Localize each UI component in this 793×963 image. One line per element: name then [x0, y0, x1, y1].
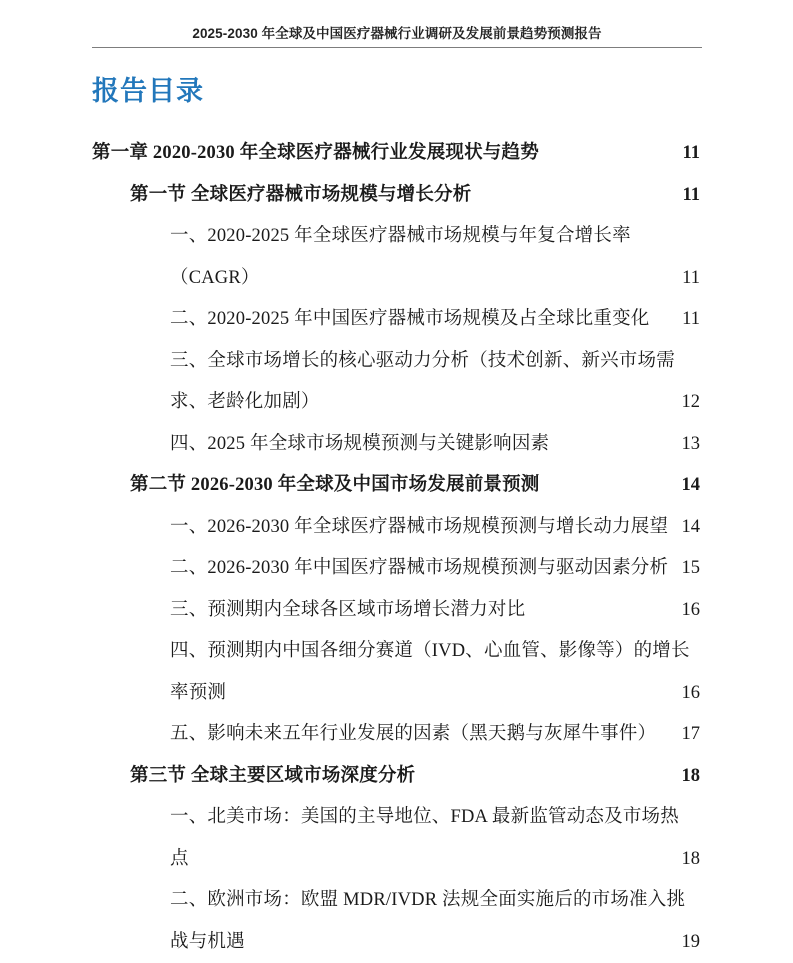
toc-entry-label: 率预测	[170, 682, 227, 703]
toc-dot-leader	[669, 521, 675, 539]
toc-entry-page-number: 16	[681, 599, 700, 620]
toc-entry[interactable]	[0, 590, 793, 632]
toc-entry-page-number: 12	[681, 392, 700, 412]
toc-entry-page-number: 14	[681, 516, 700, 537]
toc-entry[interactable]	[0, 382, 793, 424]
toc-entry-label: （CAGR）	[170, 267, 260, 288]
toc-entry-line	[0, 714, 793, 756]
toc-entry-line	[0, 507, 793, 549]
toc-entry-line	[0, 216, 793, 258]
toc-entry[interactable]	[0, 258, 793, 300]
toc-entry-label: 一、2020-2025 年全球医疗器械市场规模与年复合增长率	[170, 226, 631, 246]
toc-entry-label: 一、北美市场：美国的主导地位、FDA 最新监管动态及市场热	[170, 807, 679, 827]
header-divider	[92, 47, 702, 48]
toc-entry-page-number: 11	[682, 143, 700, 163]
toc-entry-label: 三、预测期内全球各区域市场增长潜力对比	[170, 599, 526, 620]
toc-entry-line	[0, 673, 793, 715]
toc-entry-page-number: 11	[682, 184, 700, 205]
toc-entry-page-number: 11	[682, 309, 700, 329]
toc-entry[interactable]	[0, 216, 793, 258]
toc-entry-label: 点	[170, 848, 189, 869]
toc-entry-page-number: 18	[681, 765, 700, 786]
toc-dot-leader	[540, 148, 675, 166]
toc-dot-leader	[669, 563, 675, 581]
toc-entry-page-number: 16	[681, 682, 700, 703]
running-header-title: 2025-2030 年全球及中国医疗器械行业调研及发展前景趋势预测报告	[192, 26, 602, 41]
toc-entry[interactable]	[0, 839, 793, 881]
toc-entry[interactable]	[0, 756, 793, 798]
toc-entry-line	[0, 797, 793, 839]
toc-entry-label: 四、预测期内中国各细分赛道（IVD、心血管、影像等）的增长	[170, 641, 690, 661]
toc-entry-label: 第二节 2026-2030 年全球及中国市场发展前景预测	[130, 475, 540, 495]
page-title: 报告目录	[92, 76, 204, 107]
toc-entry[interactable]	[0, 631, 793, 673]
toc-entry-label: 二、2020-2025 年中国医疗器械市场规模及占全球比重变化	[170, 309, 650, 329]
toc-entry-line	[0, 590, 793, 632]
toc-entry[interactable]	[0, 133, 793, 175]
toc-entry-page-number: 13	[681, 433, 700, 454]
toc-entry-label: 一、2026-2030 年全球医疗器械市场规模预测与增长动力展望	[170, 516, 669, 537]
toc-entry[interactable]	[0, 673, 793, 715]
toc-entry[interactable]	[0, 341, 793, 383]
toc-entry-line	[0, 341, 793, 383]
toc-entry-label: 求、老龄化加剧）	[170, 392, 320, 412]
toc-entry-page-number: 14	[681, 475, 700, 495]
toc-entry[interactable]	[0, 507, 793, 549]
toc-dot-leader	[526, 604, 675, 622]
toc-entry[interactable]	[0, 880, 793, 922]
toc-entry-page-number: 11	[682, 267, 700, 288]
toc-entry-line	[0, 299, 793, 341]
toc-entry-page-number: 19	[681, 931, 700, 952]
toc-entry-line	[0, 548, 793, 590]
toc-entry-label: 五、影响未来五年行业发展的因素（黑天鹅与灰犀牛事件）	[170, 724, 657, 744]
toc-entry[interactable]	[0, 714, 793, 756]
toc-entry[interactable]	[0, 548, 793, 590]
toc-entry-line	[0, 922, 793, 963]
toc-entry[interactable]	[0, 465, 793, 507]
toc-dot-leader	[541, 480, 675, 498]
toc-dot-leader	[246, 936, 675, 954]
toc-dot-leader	[472, 189, 675, 207]
toc-dot-leader	[190, 853, 675, 871]
toc-dot-leader	[657, 729, 675, 747]
toc-entry-line	[0, 424, 793, 466]
toc-entry-line	[0, 133, 793, 175]
toc-entry-line	[0, 631, 793, 673]
toc-entry-label: 四、2025 年全球市场规模预测与关键影响因素	[170, 433, 550, 454]
toc-entry[interactable]	[0, 797, 793, 839]
toc-entry-line	[0, 465, 793, 507]
toc-entry-label: 第三节 全球主要区域市场深度分析	[130, 765, 416, 786]
toc-entry-label: 第一节 全球医疗器械市场规模与增长分析	[130, 184, 472, 205]
toc-entry-line	[0, 258, 793, 300]
toc-entry-line	[0, 880, 793, 922]
toc-dot-leader	[651, 314, 676, 332]
toc-entry-label: 二、欧洲市场：欧盟 MDR/IVDR 法规全面实施后的市场准入挑	[170, 890, 686, 910]
toc-entry[interactable]	[0, 424, 793, 466]
toc-entry-label: 二、2026-2030 年中国医疗器械市场规模预测与驱动因素分析	[170, 558, 669, 578]
toc-entry-line	[0, 756, 793, 798]
toc-entry-page-number: 15	[681, 558, 700, 578]
toc-dot-leader	[550, 438, 675, 456]
toc-dot-leader	[321, 397, 675, 415]
toc-entry-label: 战与机遇	[170, 931, 245, 952]
toc-entry-line	[0, 175, 793, 217]
toc-entry-label: 三、全球市场增长的核心驱动力分析（技术创新、新兴市场需	[170, 350, 675, 371]
toc-dot-leader	[261, 272, 675, 290]
toc-entry[interactable]	[0, 175, 793, 217]
toc-entry-line	[0, 382, 793, 424]
toc-entry-line	[0, 839, 793, 881]
toc-entry-label: 第一章 2020-2030 年全球医疗器械行业发展现状与趋势	[92, 143, 539, 163]
running-header	[92, 22, 702, 42]
toc-entry-page-number: 18	[681, 848, 700, 869]
toc-entry[interactable]	[0, 299, 793, 341]
toc-dot-leader	[416, 770, 675, 788]
toc-entry[interactable]	[0, 922, 793, 963]
toc-dot-leader	[227, 687, 675, 705]
toc-entry-page-number: 17	[681, 724, 700, 744]
table-of-contents	[0, 133, 793, 963]
